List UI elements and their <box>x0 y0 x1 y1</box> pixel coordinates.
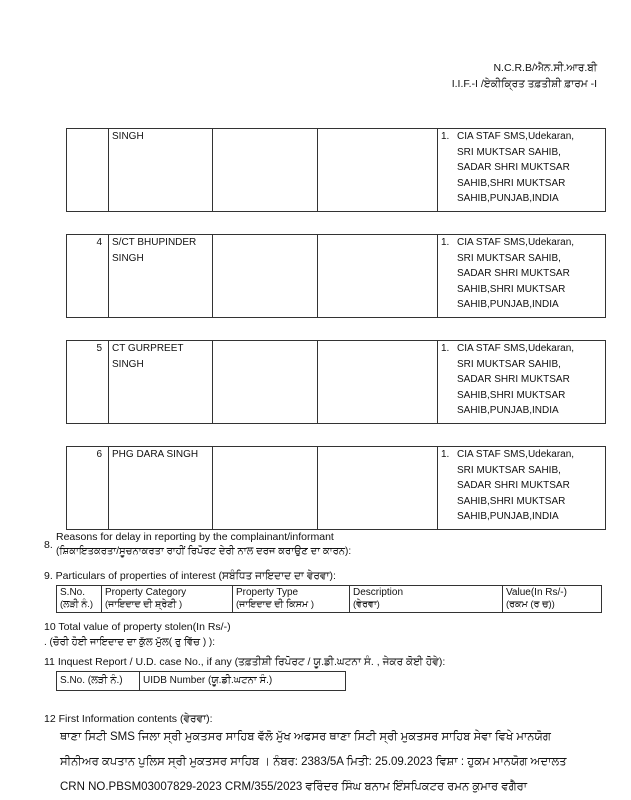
section-12-title: 12 First Information contents (ਵੇਰਵਾ): <box>44 713 213 725</box>
header-pa: (ਲੜੀ ਨੰ.) <box>60 599 94 610</box>
name-line: SINGH <box>112 358 144 370</box>
address-line: CIA STAF SMS,Udekaran, <box>457 237 575 248</box>
col-header-uidb: UIDB Number (ਯੂ.ਡੀ.ਘਟਨਾ ਸੰ.) <box>140 672 346 691</box>
section-11-title: 11 Inquest Report / U.D. case No., if any (ਤਫ਼ਤੀਸ਼ੀ ਰਿਪੋਰਟ / ਯੂ.ਡੀ.ਘਟਨਾ ਸੰ. , ਜੇਕਰ ਕੋਈ ਹੋਵੇ): <box>44 656 446 668</box>
col-header-category <box>102 586 233 613</box>
inquest-table <box>56 671 346 691</box>
address-line: SRI MUKTSAR SAHIB, <box>457 146 561 158</box>
name-line: CT GURPREET <box>112 343 184 354</box>
name-line: PHG DARA SINGH <box>112 449 199 460</box>
section-10-subtitle: . (ਚੋਰੀ ਹੋਈ ਜਾਇਦਾਦ ਦਾ ਕੁੱਲ ਮੁੱਲ( ਰੁ ਵਿੱਚ ) ): <box>44 637 216 648</box>
empty-cell <box>213 341 318 424</box>
person-table-4 <box>66 446 606 530</box>
col-header-sno: S.No. (ਲੜੀ ਨੰ.) <box>57 672 140 691</box>
table-header-row <box>57 672 346 691</box>
address-cell <box>438 341 606 424</box>
table-row <box>67 341 606 424</box>
table-row <box>67 235 606 318</box>
address-line: SAHIB,SHRI MUKTSAR <box>457 389 566 401</box>
address-line: SADAR SHRI MUKTSAR <box>457 268 570 279</box>
address-line: SAHIB,SHRI MUKTSAR <box>457 177 566 189</box>
address-line: CIA STAF SMS,Udekaran, <box>457 131 575 142</box>
header-en: S.No. <box>60 587 86 598</box>
header-pa: (ਵੇਰਵਾ) <box>353 599 380 610</box>
section-8-subtitle: (ਸ਼ਿਕਾਇਤਕਰਤਾ/ਸੂਚਨਾਕਰਤਾ ਰਾਹੀਂ ਰਿਪੋਰਟ ਦੇਰੀ ਨਾਲ ਦਰਜ ਕਰਾਉਣ ਦਾ ਕਾਰਨ): <box>56 546 352 557</box>
person-table-1 <box>66 128 606 212</box>
col-header-type <box>233 586 350 613</box>
header-en: Description <box>353 587 404 598</box>
name-cell <box>109 235 213 318</box>
fir-content-line: ਸੀਨੀਅਰ ਕਪਤਾਨ ਪੁਲਿਸ ਸ੍ਰੀ ਮੁਕਤਸਰ ਸਾਹਿਬ । ਨੰਬਰ: 2383/5A ਮਿਤੀ: 25.09.2023 ਵਿਸ਼ਾ : ਹੁਕਮ ਮਾਨਯੋਗ ਅਦਾਲਤ <box>60 756 567 768</box>
address-line: SAHIB,PUNJAB,INDIA <box>457 405 559 416</box>
address-line: SRI MUKTSAR SAHIB, <box>457 252 561 264</box>
address-num: 1. <box>441 237 450 248</box>
address-line: SAHIB,SHRI MUKTSAR <box>457 283 566 295</box>
section-10-title: 10 Total value of property stolen(In Rs/-) <box>44 621 231 633</box>
person-table-3 <box>66 340 606 424</box>
empty-cell <box>318 129 438 212</box>
header-pa: (ਜਾਇਦਾਦ ਦੀ ਕਿਸਮ ) <box>236 599 314 610</box>
name-line: SINGH <box>112 131 144 142</box>
fir-content-line: CRN NO.PBSM03007829-2023 CRM/355/2023 ਵਰਿੰਦਰ ਸਿੰਘ ਬਨਾਮ ਇੰਸਪਿਕਟਰ ਰਮਨ ਕੁਮਾਰ ਵਗੈਰਾ <box>60 781 527 793</box>
address-num: 1. <box>441 449 450 460</box>
empty-cell <box>318 447 438 530</box>
name-line: SINGH <box>112 252 144 264</box>
col-header-value <box>503 586 602 613</box>
address-num: 1. <box>441 343 450 354</box>
table-header-row <box>57 586 602 613</box>
empty-cell <box>213 235 318 318</box>
name-cell <box>109 341 213 424</box>
address-line: SRI MUKTSAR SAHIB, <box>457 464 561 476</box>
header-en: Property Category <box>105 587 187 598</box>
section-8-number: 8. <box>44 539 53 551</box>
address-line: SRI MUKTSAR SAHIB, <box>457 358 561 370</box>
sno-cell <box>67 129 109 212</box>
header-pa: (ਰਕਮ (ਰ ਚ)) <box>506 599 555 610</box>
person-table-2 <box>66 234 606 318</box>
empty-cell <box>318 235 438 318</box>
sno-cell: 5 <box>67 341 109 424</box>
address-num: 1. <box>441 131 450 142</box>
empty-cell <box>213 129 318 212</box>
empty-cell <box>318 341 438 424</box>
table-row <box>67 447 606 530</box>
name-cell <box>109 447 213 530</box>
name-line: S/CT BHUPINDER <box>112 237 197 248</box>
address-line: SAHIB,PUNJAB,INDIA <box>457 299 559 310</box>
sno-cell: 4 <box>67 235 109 318</box>
col-header-description <box>350 586 503 613</box>
section-8-title: Reasons for delay in reporting by the complainant/informant <box>56 531 334 543</box>
address-line: SAHIB,PUNJAB,INDIA <box>457 511 559 522</box>
header-pa: (ਜਾਇਦਾਦ ਦੀ ਸ਼੍ਰੇਣੀ ) <box>105 599 183 610</box>
address-line: SADAR SHRI MUKTSAR <box>457 480 570 491</box>
col-header-sno <box>57 586 102 613</box>
address-line: SADAR SHRI MUKTSAR <box>457 162 570 173</box>
sno-cell: 6 <box>67 447 109 530</box>
section-9-title: 9. Particulars of properties of interest (ਸਬੰਧਿਤ ਜਾਇਦਾਦ ਦਾ ਵੇਰਵਾ): <box>44 570 336 582</box>
address-line: SAHIB,PUNJAB,INDIA <box>457 193 559 204</box>
address-line: CIA STAF SMS,Udekaran, <box>457 449 575 460</box>
address-cell <box>438 447 606 530</box>
name-cell <box>109 129 213 212</box>
header-en: Value(In Rs/-) <box>506 587 567 598</box>
table-row <box>67 129 606 212</box>
ncrb-header: N.C.R.B/ਐਨ.ਸੀ.ਆਰ.ਬੀ <box>493 62 597 74</box>
address-cell <box>438 129 606 212</box>
header-en: Property Type <box>236 587 299 598</box>
address-line: SAHIB,SHRI MUKTSAR <box>457 495 566 507</box>
fir-content-line: ਥਾਣਾ ਸਿਟੀ SMS ਜਿਲਾ ਸ੍ਰੀ ਮੁਕਤਸਰ ਸਾਹਿਬ ਵੱਲੋ ਮੁੱਖ ਅਫਸਰ ਥਾਣਾ ਸਿਟੀ ਸ੍ਰੀ ਮੁਕਤਸਰ ਸਾਹਿਬ ਸੇਵਾ ਵਿਖੇ ਮਾਨਯੋਗ <box>60 731 551 743</box>
properties-table <box>56 585 602 613</box>
form-header: I.I.F.-I /ਏਕੀਕ੍ਰਿਤ ਤਫ਼ਤੀਸ਼ੀ ਫ਼ਾਰਮ -I <box>451 78 597 90</box>
address-cell <box>438 235 606 318</box>
empty-cell <box>213 447 318 530</box>
address-line: CIA STAF SMS,Udekaran, <box>457 343 575 354</box>
address-line: SADAR SHRI MUKTSAR <box>457 374 570 385</box>
